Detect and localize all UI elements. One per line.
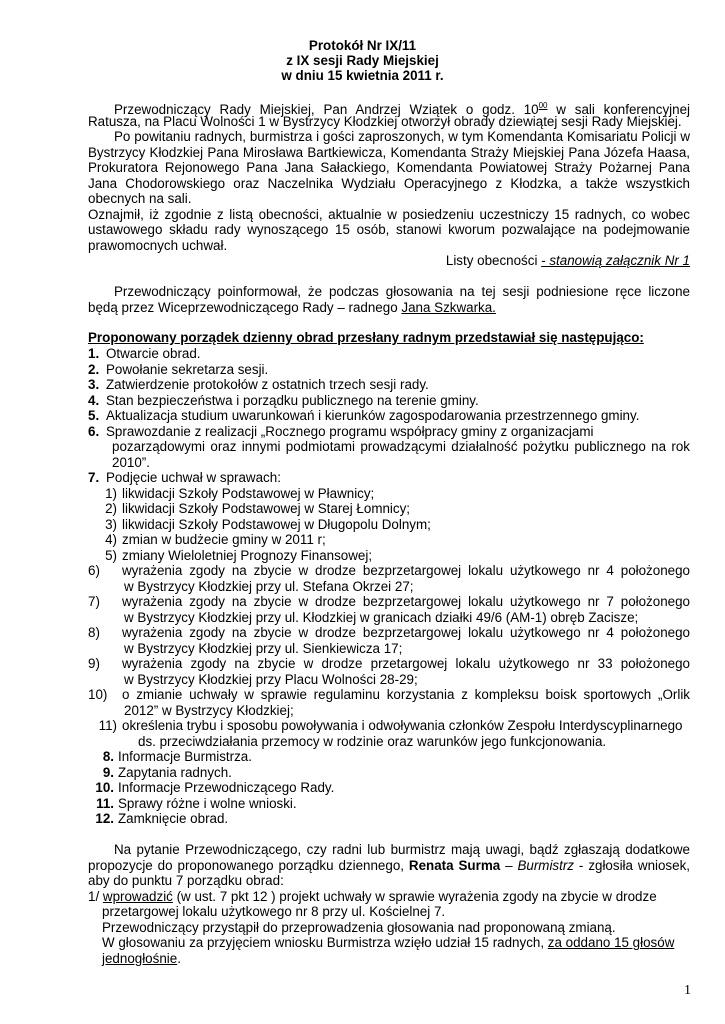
agenda-item-cont: pozarządowymi oraz innymi podmiotami prowadzącymi działalność pożytku publicznego na rok [112, 439, 690, 454]
agenda-item-cont: 2010”. [112, 454, 150, 470]
resolution-item: 9) wyrażenia zgody na zbycie w drodze przetargowej lokalu użytkowego nr 33 położonego [88, 656, 690, 671]
intro-paragraph-1-cont: Ratusza, na Placu Wolności 1 w Bystrzycy Kłodzkiej otworzył obrady dziewiątej sesji Rady Miejskiej. [88, 113, 682, 129]
resolution-item: 3) likwidacji Szkoły Podstawowej w Długopolu Dolnym; [105, 516, 431, 532]
intro-paragraph-3: Oznajmił, iż zgodnie z listą obecności, aktualnie w posiedzeniu uczestniczy 15 radnych, co wobec ustawowego składu rady wynoszącego 15 osób, stanowi kworum pozwalające na podejmowanie prawomocnych uchwał. [88, 206, 690, 253]
agenda-item: 3. Zatwierdzenie protokołów z ostatnich trzech sesji rady. [88, 377, 429, 392]
agenda-item: 7. Podjęcie uchwał w sprawach: [88, 470, 281, 485]
agenda-item: 12. Zamknięcie obrad. [95, 811, 229, 826]
closing-paragraph-2: Przewodniczący przystąpił do przeprowadzenia głosowania nad proponowaną zmianą. [102, 919, 616, 935]
closing-paragraph-1: Na pytanie Przewodniczącego, czy radni lub burmistrz mają uwagi, bądź zgłaszają dodatkowe propozycje do proponowanego porządku dziennego, Renata Surma – Burmistrz - zgłosiła wniosek, aby do punktu 7 porządku obrad: [88, 842, 690, 888]
closing-paragraph-3-cont: jednogłośnie. [102, 950, 181, 966]
resolution-item-cont: 2012” w Bystrzycy Kłodzkiej; [124, 702, 294, 718]
resolution-item: 5) zmiany Wieloletniej Prognozy Finansowej; [105, 547, 373, 563]
intro-paragraph-2: Po powitaniu radnych, burmistrza i gości zaproszonych, w tym Komendanta Komisariatu Policji w Bystrzycy Kłodzkiej Pana Mirosława Bartkiewicza, Komendanta Straży Miejskiej Pana Józefa Haasa, Prokuratora Rejonowego Pana Jana Sałackiego, Komendanta Powiatowej Straży Pożarnej Pana Jana Chodorowskiego oraz Naczelnika Wydziału Operacyjnego z Kłodzka, a także wszystkich obecnych na sali. [88, 129, 690, 206]
agenda-item: 10. Informacje Przewodniczącego Rady. [95, 780, 335, 795]
protocol-title: Protokół Nr IX/11 [308, 38, 417, 53]
motion-item: 1/ wprowadzić (w ust. 7 pkt 12 ) projekt uchwały w sprawie wyrażenia zgody na zbycie w drodze [88, 888, 657, 904]
resolution-item: 4) zmian w budżecie gminy w 2011 r; [105, 532, 326, 547]
page-number: 1 [684, 983, 691, 998]
resolution-item: 8) wyrażenia zgody na zbycie w drodze bezprzetargowej lokalu użytkowego nr 4 położonego [88, 625, 690, 640]
attendance-note: Listy obecności - stanowią załącznik Nr 1 [445, 253, 690, 268]
intro-paragraph-4: Przewodniczący poinformował, że podczas głosowania na tej sesji podniesione ręce liczone będą przez Wiceprzewodniczącego Rady – radnego Jana Szkwarka. [88, 284, 690, 315]
agenda-item: 11. Sprawy różne i wolne wnioski. [96, 795, 297, 811]
resolution-item-cont: ds. przeciwdziałania przemocy w rodzinie oraz warunków jego funkcjonowania. [138, 733, 607, 749]
resolution-item: 2) likwidacji Szkoły Podstawowej w Starej Łomnicy; [105, 501, 411, 516]
session-subtitle: z IX sesji Rady Miejskiej [286, 53, 439, 68]
agenda-item: 9. Zapytania radnych. [102, 764, 232, 780]
resolution-item: 7) wyrażenia zgody na zbycie w drodze bezprzetargowej lokalu użytkowego nr 7 położonego [88, 594, 690, 609]
resolution-item: 1) likwidacji Szkoły Podstawowej w Pławnicy; [105, 485, 375, 501]
agenda-item: 5. Aktualizacja studium uwarunkowań i kierunków zagospodarowania przestrzennego gminy. [88, 408, 640, 423]
resolution-item-cont: w Bystrzycy Kłodzkiej przy Placu Wolności 28-29; [124, 671, 418, 687]
resolution-item-cont: w Bystrzycy Kłodzkiej przy ul. Kłodzkiej w granicach działki 49/6 (AM-1) obręb Zacisze; [124, 609, 639, 625]
resolution-item: 6) wyrażenia zgody na zbycie w drodze bezprzetargowej lokalu użytkowego nr 4 położonego [88, 563, 690, 578]
session-date: w dniu 15 kwietnia 2011 r. [281, 68, 444, 83]
agenda-heading: Proponowany porządek dzienny obrad przesłany radnym przedstawiał się następująco: [88, 330, 644, 345]
resolution-item-cont: w Bystrzycy Kłodzkiej przy ul. Stefana Okrzei 27; [124, 578, 414, 594]
motion-item-cont: przetargowej lokalu użytkowego nr 8 przy ul. Kościelnej 7. [102, 904, 446, 919]
resolution-item: 10) o zmianie uchwały w sprawie regulaminu korzystania z kompleksu boisk sportowych „Orlik [88, 687, 690, 702]
resolution-item: 11) określenia trybu i sposobu powoływania i odwoływania członków Zespołu Interdyscyplinarnego [98, 718, 683, 733]
resolution-item-cont: w Bystrzycy Kłodzkiej przy ul. Sienkiewicza 17; [124, 640, 403, 656]
agenda-item: 2. Powołanie sekretarza sesji. [88, 361, 269, 377]
agenda-item: 8. Informacje Burmistrza. [102, 749, 252, 764]
agenda-item: 6. Sprawozdanie z realizacji „Rocznego programu współpracy gminy z organizacjami [88, 423, 594, 439]
agenda-item: 1. Otwarcie obrad. [88, 346, 201, 361]
agenda-item: 4. Stan bezpieczeństwa i porządku publicznego na terenie gminy. [88, 392, 479, 408]
closing-paragraph-3: W głosowaniu za przyjęciem wniosku Burmistrza wzięło udział 15 radnych, za oddano 15 głosów [102, 935, 675, 950]
intro-paragraph-1: Przewodniczący Rady Miejskiej, Pan Andrzej Wziątek o godz. $10^{00}$ w sali konferencyjnej [114, 101, 690, 117]
